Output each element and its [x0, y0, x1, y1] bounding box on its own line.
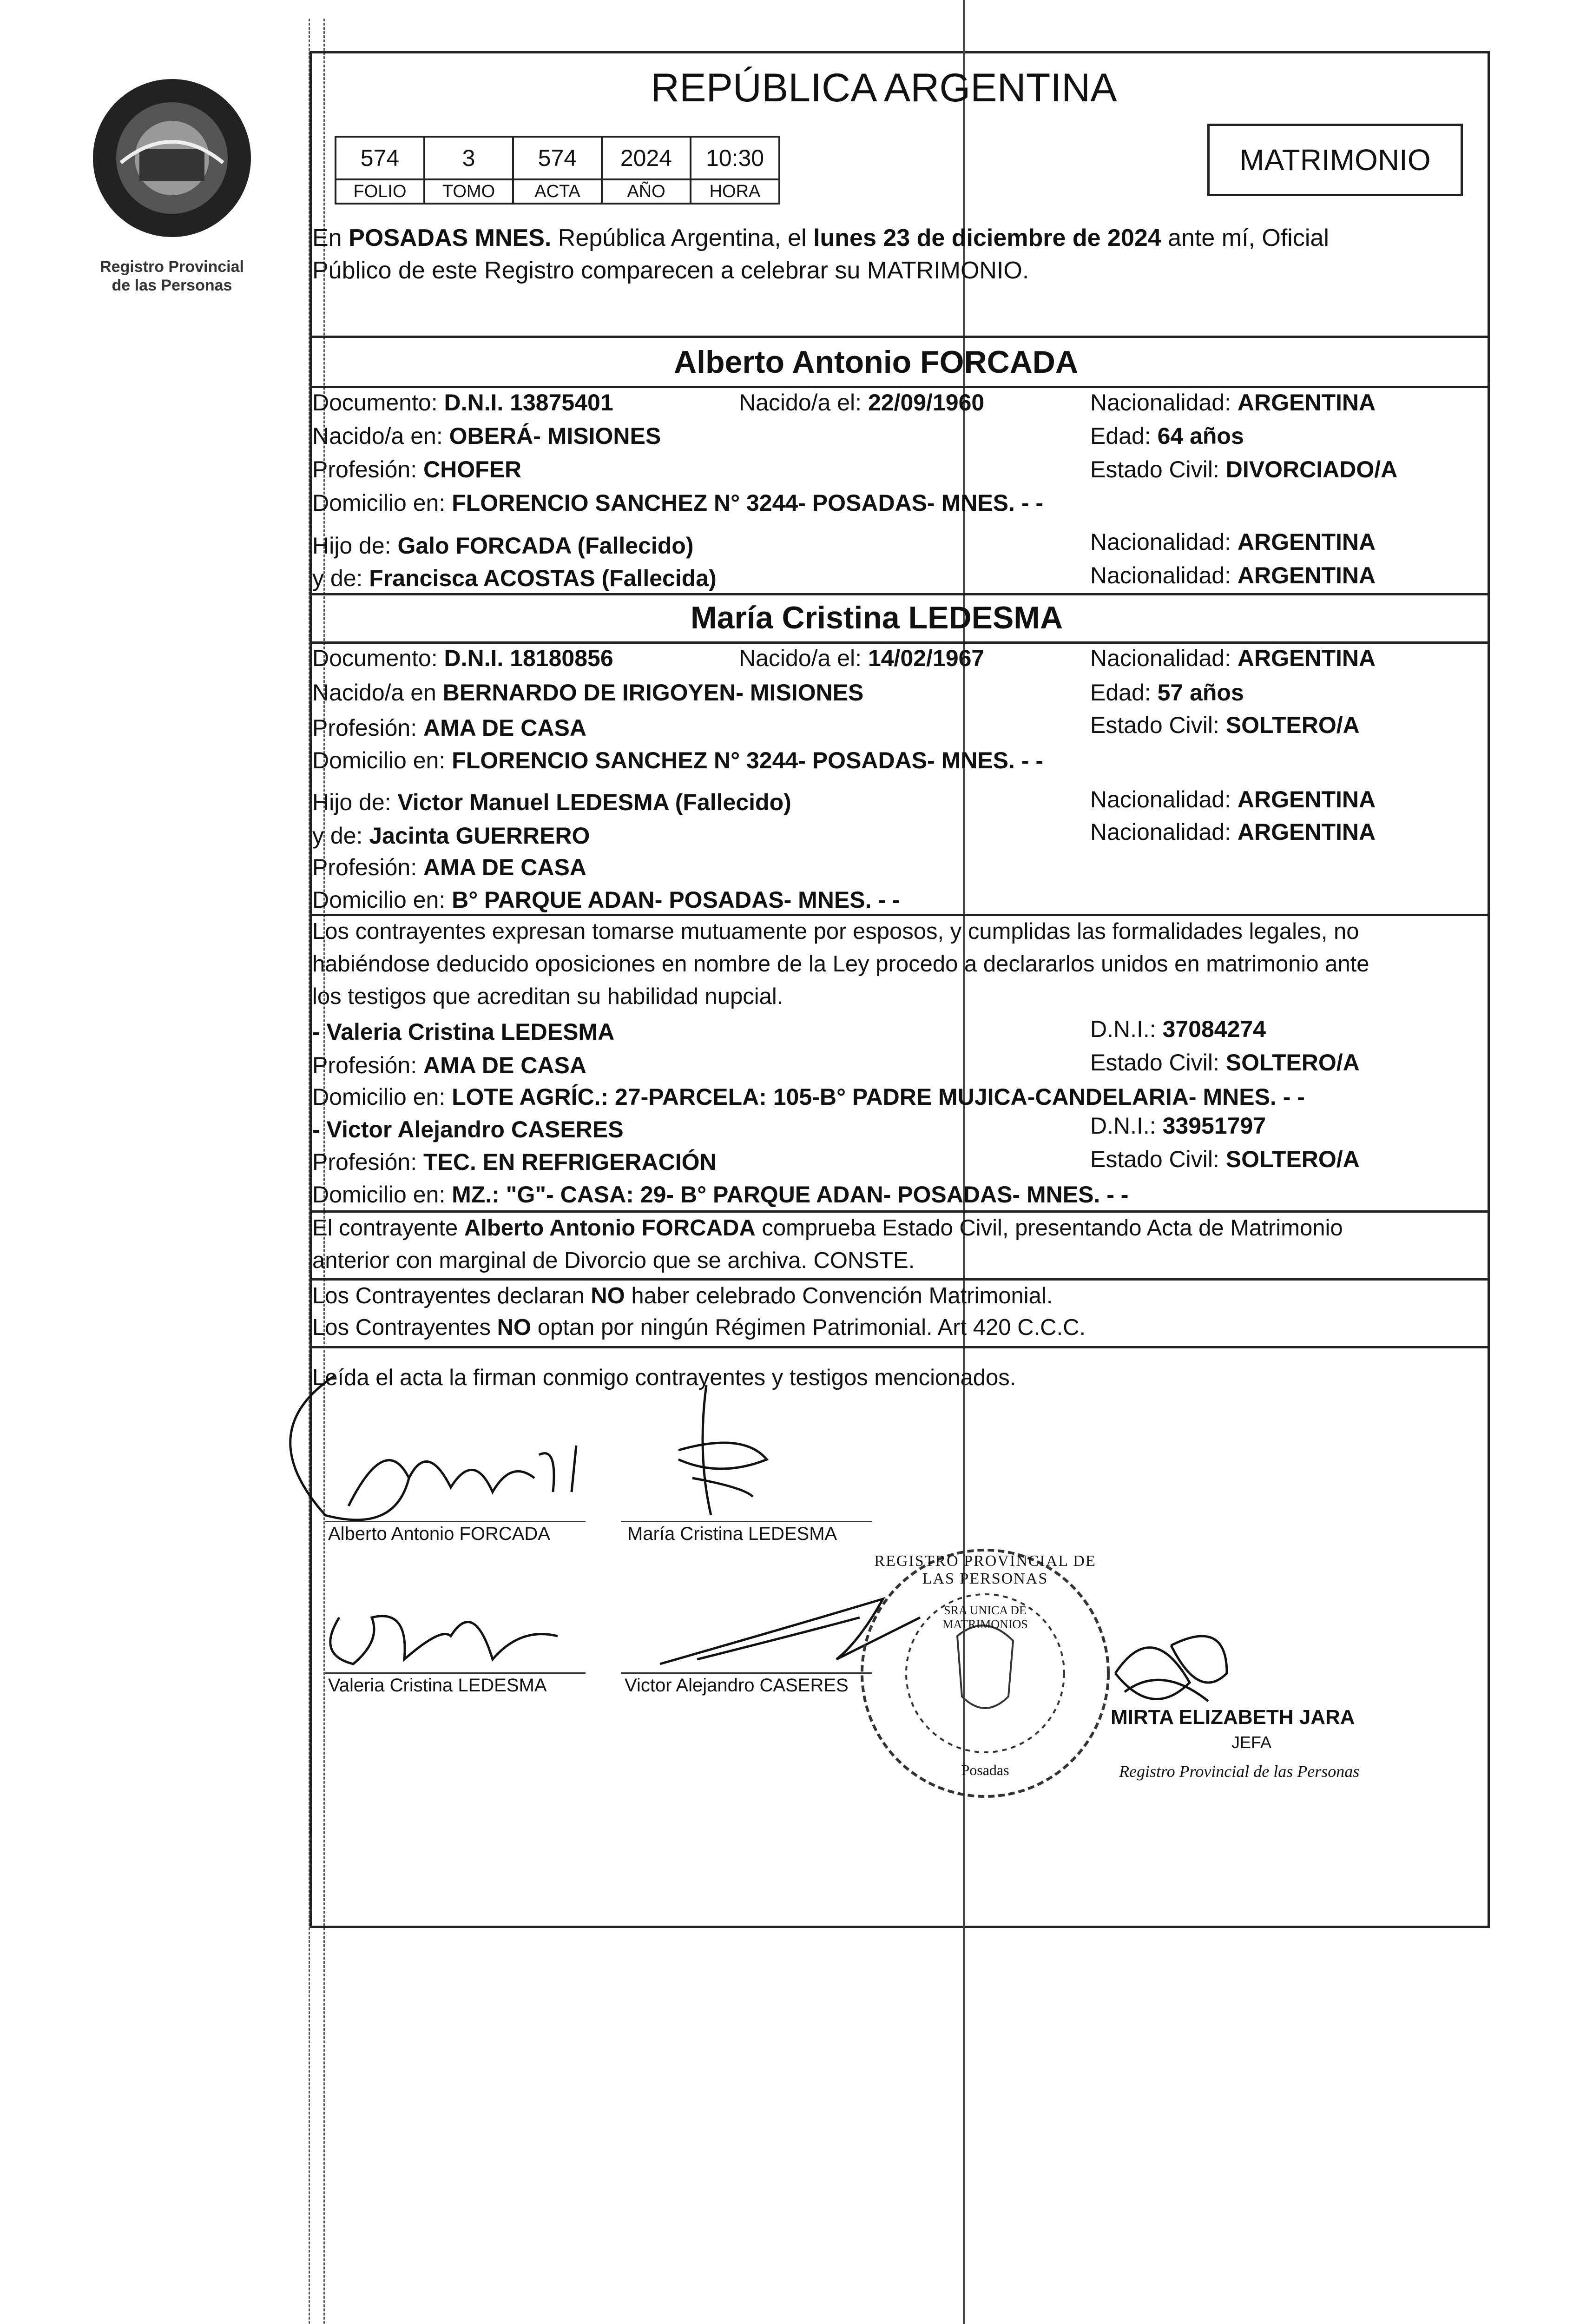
value: ARGENTINA: [1237, 786, 1376, 812]
acta-value: 574: [513, 137, 602, 179]
label: Nacido/a en:: [312, 423, 449, 449]
label: D.N.I.:: [1090, 1016, 1163, 1042]
groom-father: [312, 532, 694, 560]
value: D.N.I. 13875401: [444, 390, 613, 416]
intro-line-1: [312, 224, 1329, 252]
record-type-box: [1207, 124, 1463, 196]
groom-age: [1090, 422, 1244, 450]
label: Documento:: [312, 645, 444, 671]
witness1-name: - Valeria Cristina LEDESMA: [312, 1019, 615, 1045]
label: y de:: [312, 823, 369, 849]
page-title: REPÚBLICA ARGENTINA: [651, 66, 1117, 110]
value: BERNARDO DE IRIGOYEN- MISIONES: [442, 680, 864, 706]
bride-father: [312, 788, 791, 816]
divider: [309, 593, 1488, 595]
intro-text: En: [312, 224, 349, 251]
label: Domicilio en:: [312, 887, 452, 913]
official-name: MIRTA ELIZABETH JARA: [1111, 1706, 1355, 1729]
bride-name: María Cristina LEDESMA: [691, 600, 1063, 635]
label: Nacido/a el:: [739, 390, 868, 416]
groom-profession: [312, 456, 521, 483]
label: Nacionalidad:: [1090, 786, 1238, 812]
value: Victor Manuel LEDESMA (Fallecido): [397, 789, 791, 815]
groom-nationality: [1090, 389, 1376, 416]
value: DIVORCIADO/A: [1225, 456, 1398, 482]
official-signature-icon: [1115, 1636, 1227, 1701]
witness2-domicile: [312, 1181, 1128, 1208]
value: OBERÁ- MISIONES: [449, 423, 661, 449]
witness2-signature-label: Victor Alejandro CASERES: [625, 1675, 849, 1696]
bride-signature-icon: [678, 1385, 767, 1515]
value: AMA DE CASA: [423, 715, 586, 741]
intro-date: lunes 23 de diciembre de 2024: [813, 224, 1161, 251]
stamp-ring-text: REGISTRO PROVINCIAL DE LAS PERSONAS: [874, 1552, 1096, 1587]
label: Nacionalidad:: [1090, 819, 1238, 845]
label: Nacionalidad:: [1090, 529, 1238, 555]
groom-mother: [312, 564, 717, 592]
tomo-label: TOMO: [424, 179, 513, 204]
value: LOTE AGRÍC.: 27-PARCELA: 105-B° PADRE MUJICA-CANDELARIA- MNES. - -: [452, 1084, 1305, 1110]
value: 33951797: [1162, 1113, 1266, 1139]
stamp-city: Posadas: [961, 1762, 1009, 1778]
signature-line: [621, 1521, 872, 1522]
label: Domicilio en:: [312, 1182, 452, 1208]
bride-profession: [312, 714, 586, 742]
divider: [309, 386, 1488, 388]
bride-nationality: [1090, 644, 1376, 672]
bride-domicile: [312, 746, 1043, 774]
value: ARGENTINA: [1237, 645, 1376, 671]
value: NO: [591, 1283, 625, 1308]
text: haber celebrado Convención Matrimonial.: [625, 1283, 1053, 1308]
value: ARGENTINA: [1237, 819, 1376, 845]
text: Los Contrayentes: [312, 1315, 497, 1340]
groom-name: Alberto Antonio FORCADA: [674, 344, 1079, 380]
value: Jacinta GUERRERO: [369, 823, 590, 849]
value: NO: [497, 1315, 532, 1340]
value: SOLTERO/A: [1225, 1050, 1360, 1076]
hora-value: 10:30: [691, 137, 779, 179]
ano-label: AÑO: [602, 179, 691, 204]
record-type: MATRIMONIO: [1239, 143, 1431, 177]
value: CHOFER: [423, 456, 522, 482]
label: y de:: [312, 565, 369, 591]
value: 64 años: [1157, 423, 1244, 449]
bride-mother: [312, 822, 590, 850]
bride-mother-profession: [312, 853, 586, 881]
label: Domicilio en:: [312, 747, 452, 773]
value: TEC. EN REFRIGERACIÓN: [423, 1149, 717, 1175]
label: Domicilio en:: [312, 1084, 452, 1110]
bride-mother-domicile: [312, 886, 900, 914]
value: 37084274: [1162, 1016, 1266, 1042]
label: D.N.I.:: [1090, 1113, 1163, 1139]
intro-line-2: Público de este Registro comparecen a celebrar su MATRIMONIO.: [312, 257, 1029, 284]
bride-age: [1090, 679, 1244, 706]
text: Los Contrayentes declaran: [312, 1283, 591, 1308]
value: SOLTERO/A: [1225, 712, 1360, 738]
groom-born: [739, 389, 984, 416]
witness1-dni: [1090, 1015, 1266, 1043]
value: SOLTERO/A: [1225, 1146, 1360, 1172]
value: ARGENTINA: [1237, 390, 1376, 416]
signature-line: [325, 1521, 586, 1522]
record-table: [335, 136, 780, 205]
value: ARGENTINA: [1237, 529, 1376, 555]
text: El contrayente: [312, 1215, 464, 1241]
stamp-inner-text: SRA UNICA DE MATRIMONIOS: [942, 1604, 1028, 1631]
hora-label: HORA: [691, 179, 779, 204]
registry-line-2: de las Personas: [112, 277, 232, 294]
value: FLORENCIO SANCHEZ N° 3244- POSADAS- MNES. - -: [452, 747, 1044, 773]
closing-statement: Leída el acta la firman conmigo contrayentes y testigos mencionados.: [312, 1365, 1016, 1390]
note-line-1: [312, 1214, 1343, 1242]
label: Estado Civil:: [1090, 1146, 1226, 1172]
label: Nacionalidad:: [1090, 390, 1238, 416]
groom-signature-icon: [290, 1376, 576, 1520]
intro-text: ante mí, Oficial: [1161, 224, 1329, 251]
value: Alberto Antonio FORCADA: [464, 1215, 756, 1241]
value: 22/09/1960: [868, 390, 985, 416]
ano-value: 2024: [602, 137, 691, 179]
value: ARGENTINA: [1237, 562, 1376, 588]
note-line-2: anterior con marginal de Divorcio que se archiva. CONSTE.: [312, 1248, 915, 1273]
text: comprueba Estado Civil, presentando Acta de Matrimonio: [755, 1215, 1343, 1241]
declaration-line-3: los testigos que acreditan su habilidad nupcial.: [312, 984, 783, 1009]
acta-label: ACTA: [513, 179, 602, 204]
label: Estado Civil:: [1090, 456, 1226, 482]
folio-label: FOLIO: [336, 179, 424, 204]
witness1-signature-icon: [330, 1616, 558, 1664]
bride-born: [739, 644, 984, 672]
province-logo: [88, 74, 256, 307]
label: Domicilio en:: [312, 490, 452, 516]
folio-value: 574: [336, 137, 424, 179]
label: Nacido/a en: [312, 680, 443, 706]
label: Profesión:: [312, 854, 424, 880]
official-org: Registro Provincial de las Personas: [1119, 1762, 1360, 1781]
value: D.N.I. 18180856: [444, 645, 613, 671]
bride-birthplace: [312, 679, 863, 706]
witness2-profession: [312, 1148, 717, 1176]
witness2-civil-status: [1090, 1145, 1360, 1173]
value: 57 años: [1157, 680, 1244, 706]
value: Galo FORCADA (Fallecido): [397, 533, 694, 559]
label: Hijo de:: [312, 533, 398, 559]
groom-mother-nationality: [1090, 561, 1376, 589]
groom-father-nationality: [1090, 528, 1376, 556]
label: Documento:: [312, 390, 444, 416]
official-role: JEFA: [1231, 1733, 1272, 1752]
value: B° PARQUE ADAN- POSADAS- MNES. - -: [452, 887, 900, 913]
label: Nacido/a el:: [739, 645, 868, 671]
witness1-civil-status: [1090, 1049, 1360, 1076]
divider: [309, 336, 1488, 338]
bride-civil-status: [1090, 711, 1360, 739]
label: Nacionalidad:: [1090, 645, 1238, 671]
label: Nacionalidad:: [1090, 562, 1238, 588]
witness1-domicile: [312, 1083, 1305, 1111]
divider: [309, 914, 1488, 916]
value: 14/02/1967: [868, 645, 985, 671]
divider: [309, 1278, 1488, 1281]
registry-stamp: [855, 1543, 1115, 1803]
intro-text: República Argentina, el: [551, 224, 814, 251]
registry-line-1: Registro Provincial: [100, 258, 244, 276]
signature-line: [325, 1672, 586, 1674]
signature-line: [621, 1672, 872, 1674]
seal-icon: [88, 74, 256, 251]
label: Edad:: [1090, 423, 1158, 449]
label: Estado Civil:: [1090, 1050, 1226, 1076]
value: MZ.: "G"- CASA: 29- B° PARQUE ADAN- POSADAS- MNES. - -: [452, 1182, 1129, 1208]
value: Francisca ACOSTAS (Fallecida): [369, 565, 717, 591]
witness1-profession: [312, 1051, 586, 1079]
label: Profesión:: [312, 456, 424, 482]
bride-father-nationality: [1090, 786, 1376, 813]
bride-document: [312, 644, 613, 672]
label: Hijo de:: [312, 789, 398, 815]
witness2-dni: [1090, 1112, 1266, 1140]
groom-document: [312, 389, 613, 416]
value: AMA DE CASA: [423, 1052, 586, 1078]
divider: [309, 1210, 1488, 1213]
convention-line-2: [312, 1314, 1086, 1341]
witness2-name: - Victor Alejandro CASERES: [312, 1116, 624, 1142]
intro-place: POSADAS MNES.: [349, 224, 552, 251]
label: Profesión:: [312, 1149, 424, 1175]
text: optan por ningún Régimen Patrimonial. Art 420 C.C.C.: [531, 1315, 1086, 1340]
declaration-line-2: habiéndose deducido oposiciones en nombre de la Ley procedo a declararlos unidos en matrimonio ante: [312, 951, 1369, 977]
bride-signature-label: María Cristina LEDESMA: [627, 1524, 837, 1544]
groom-birthplace: [312, 422, 661, 450]
label: Profesión:: [312, 715, 424, 741]
groom-civil-status: [1090, 456, 1397, 483]
label: Profesión:: [312, 1052, 424, 1078]
value: AMA DE CASA: [423, 854, 586, 880]
divider: [309, 641, 1488, 644]
groom-signature-label: Alberto Antonio FORCADA: [328, 1524, 550, 1544]
value: FLORENCIO SANCHEZ N° 3244- POSADAS- MNES. - -: [452, 490, 1044, 516]
declaration-line-1: Los contrayentes expresan tomarse mutuamente por esposos, y cumplidas las formalidades legales, no: [312, 919, 1359, 944]
convention-line-1: [312, 1282, 1053, 1310]
tomo-value: 3: [424, 137, 513, 179]
bride-mother-nationality: [1090, 818, 1376, 846]
label: Edad:: [1090, 680, 1158, 706]
witness1-signature-label: Valeria Cristina LEDESMA: [328, 1675, 547, 1696]
groom-domicile: [312, 489, 1043, 517]
label: Estado Civil:: [1090, 712, 1226, 738]
